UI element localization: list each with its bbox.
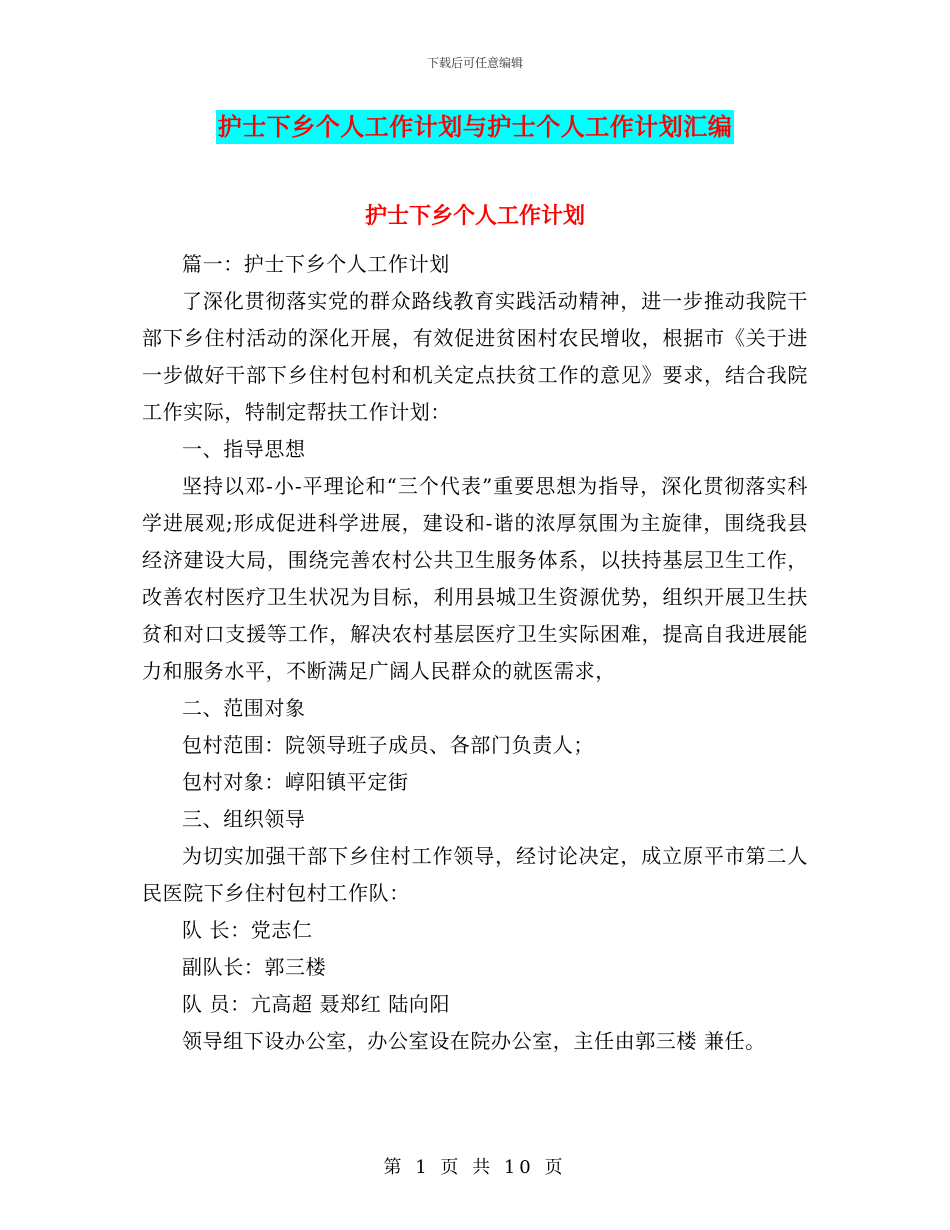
paragraph: 包村对象：崞阳镇平定街 [182,770,409,794]
page-header-note: 下载后可任意编辑 [426,56,523,70]
paragraph: 为切实加强干部下乡住村工作领导，经讨论决定，成立原平市第二人民医院下乡住村包村工作队： [142,844,808,905]
paragraph: 了深化贯彻落实党的群众路线教育实践活动精神，进一步推动我院干部下乡住村活动的深化开展，有效促进贫困村农民增收，根据市《关于进一步做好干部下乡住村包村和机关定点扶贫工作的意见》要求，结合我院工作实际，特制定帮扶工作计划： [142,289,808,424]
heading-guiding-ideology: 一、指导思想 [182,437,306,461]
paragraph: 篇一：护士下乡个人工作计划 [182,252,450,276]
paragraph: 领导组下设办公室，办公室设在院办公室，主任由郭三楼 兼任。 [182,1029,766,1053]
document-title: 护士下乡个人工作计划与护士个人工作计划汇编 [216,110,735,144]
document-title-container [0,110,950,144]
section-title: 护士下乡个人工作计划 [364,204,585,229]
heading-scope: 二、范围对象 [182,696,306,720]
paragraph: 坚持以邓-小-平理论和“三个代表”重要思想为指导，深化贯彻落实科学进展观;形成促进科学进展，建设和-谐的浓厚氛围为主旋律，围绕我县经济建设大局，围绕完善农村公共卫生服务体系，以扶持基层卫生工作，改善农村医疗卫生状况为目标，利用县城卫生资源优势，组织开展卫生扶贫和对口支援等工作，解决农村基层医疗卫生实际困难，提高自我进展能力和服务水平，不断满足广阔人民群众的就医需求， [142,474,808,683]
paragraph: 队 员：亢高超 聂郑红 陆向阳 [182,992,451,1016]
document-body [142,246,808,1060]
page-footer: 第 1 页 共 10 页 [383,1157,567,1178]
paragraph: 队 长：党志仁 [182,918,313,942]
paragraph: 副队长：郭三楼 [182,955,327,979]
heading-organization: 三、组织领导 [182,807,306,831]
paragraph: 包村范围：院领导班子成员、各部门负责人； [182,733,594,757]
